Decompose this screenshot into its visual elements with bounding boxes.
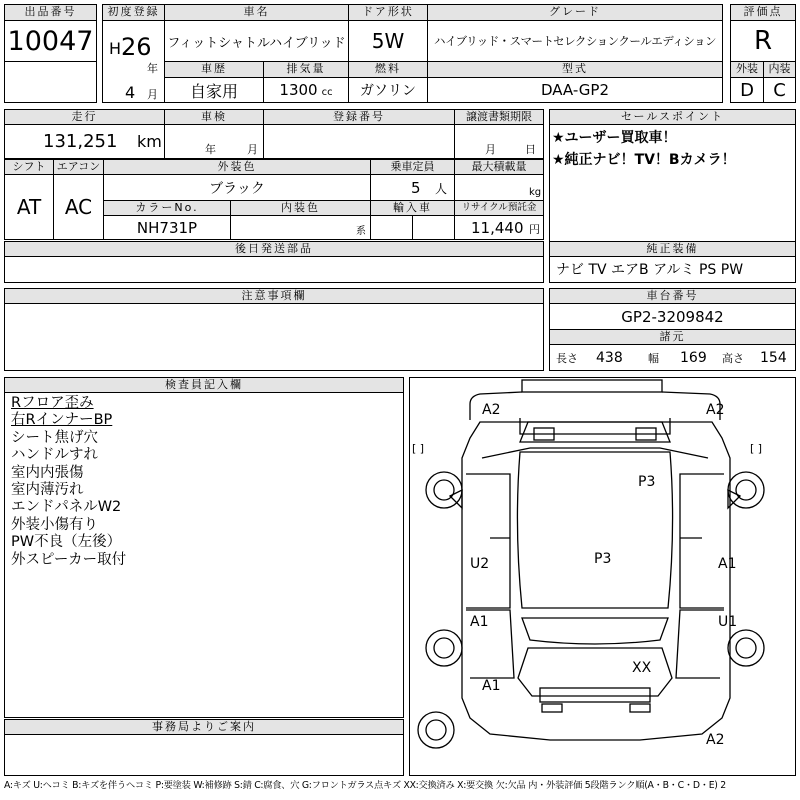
- history-value: 自家用: [189, 81, 238, 101]
- equipment-value: ナビ TV エアB アルミ PS PW: [556, 262, 744, 278]
- chassis-header: 車台番号: [549, 288, 796, 304]
- inspection-month-unit: 月: [247, 143, 258, 156]
- model-header: 車名: [164, 4, 349, 21]
- score-cell: [730, 20, 796, 62]
- fuel-cell: [348, 77, 428, 103]
- interior-color-unit: 系: [356, 226, 366, 237]
- capacity-value: 5: [411, 179, 421, 197]
- mileage-value: 131,251: [43, 131, 118, 152]
- inspection-header: 車検: [164, 109, 264, 125]
- transfer-month-unit: 月: [485, 143, 496, 156]
- height-value: 154: [760, 350, 787, 366]
- inspection-year-unit: 年: [205, 143, 216, 156]
- ac-value: AC: [64, 195, 93, 219]
- notes-cell: [4, 303, 544, 371]
- equipment-header: 純正装備: [549, 241, 796, 257]
- length-value: 438: [596, 350, 623, 366]
- door-header: ドア形状: [348, 4, 428, 21]
- sales-point-line-2: ★純正ナビ！TV！Bカメラ！: [552, 152, 736, 168]
- inspector-cell: [4, 392, 404, 718]
- type-value: DAA-GP2: [540, 81, 610, 99]
- ac-header: エアコン: [53, 159, 104, 175]
- capacity-header: 乗車定員: [370, 159, 455, 175]
- registration-number-header: 登録番号: [263, 109, 455, 125]
- mileage-unit: km: [137, 132, 162, 151]
- shift-value: AT: [16, 195, 42, 219]
- damage-mark: A2: [706, 732, 725, 748]
- model-cell: [164, 20, 349, 62]
- inspector-line: 外装小傷有り: [11, 516, 98, 533]
- notes-header: 注意事項欄: [4, 288, 544, 304]
- score-value: R: [753, 26, 773, 56]
- recycle-value: 11,440: [471, 219, 524, 237]
- inspector-line: PW不良（左後）: [11, 534, 122, 551]
- grade-header: グレード: [427, 4, 723, 21]
- registration-year: 26: [121, 33, 152, 61]
- inspector-line: シート焦げ穴: [11, 429, 98, 446]
- damage-mark: XX: [632, 660, 652, 676]
- inspector-line: 室内内張傷: [11, 464, 84, 481]
- height-label: 高さ: [722, 352, 744, 365]
- inspector-line: ハンドルすれ: [11, 447, 98, 464]
- transfer-deadline-cell: [454, 124, 544, 159]
- damage-diagram: [409, 377, 796, 776]
- month-unit: 月: [147, 88, 158, 101]
- interior-grade-header: 内装: [763, 61, 796, 78]
- inspector-line: 外スピーカー取付: [11, 551, 127, 568]
- damage-mark: P3: [594, 551, 612, 567]
- recycle-cell: [454, 215, 544, 240]
- transfer-day-unit: 日: [525, 143, 536, 156]
- damage-mark: A1: [482, 678, 501, 694]
- shift-cell: [4, 174, 54, 240]
- displacement-unit: cc: [321, 87, 333, 98]
- exterior-grade-header: 外装: [730, 61, 764, 78]
- interior-grade-cell: [763, 77, 796, 103]
- max-load-header: 最大積載量: [454, 159, 544, 175]
- capacity-unit: 人: [435, 182, 448, 196]
- capacity-cell: [370, 174, 455, 201]
- color-number-header: カラーNo.: [103, 200, 231, 216]
- grade-cell: [427, 20, 723, 62]
- mileage-cell: [4, 124, 165, 159]
- displacement-cell: [263, 77, 349, 103]
- sales-points-header: セールスポイント: [549, 109, 796, 125]
- exterior-color-value: ブラック: [209, 180, 265, 197]
- length-label: 長さ: [556, 352, 578, 365]
- max-load-cell: [454, 174, 544, 201]
- grade-value: ハイブリッド・スマートセレクションクールエディション: [433, 34, 717, 48]
- sales-point-line-1: ★ユーザー買取車！: [552, 130, 677, 146]
- displacement-value: 1300: [279, 81, 318, 99]
- registration-month: 4: [125, 83, 136, 102]
- sales-points-cell: [549, 124, 796, 242]
- interior-color-cell: [230, 215, 371, 240]
- mileage-header: 走行: [4, 109, 165, 125]
- recycle-header: リサイクル預託金: [454, 200, 544, 216]
- lot-number-blank: [4, 61, 97, 103]
- type-cell: [427, 77, 723, 103]
- office-header: 事務局よりご案内: [4, 719, 404, 735]
- later-parts-cell: [4, 256, 544, 283]
- chassis-cell: [549, 303, 796, 330]
- equipment-cell: [549, 256, 796, 283]
- chassis-value: GP2-3209842: [621, 307, 724, 326]
- import-header: 輸入車: [370, 200, 455, 216]
- door-cell: [348, 20, 428, 62]
- width-label: 幅: [648, 352, 659, 365]
- color-number-value: NH731P: [136, 218, 198, 237]
- damage-mark: P3: [638, 474, 656, 490]
- import-cell-b: [412, 215, 455, 240]
- first-registration-header: 初度登録: [102, 4, 165, 21]
- registration-number-cell: [263, 124, 455, 159]
- fuel-value: ガソリン: [360, 83, 416, 99]
- door-value: 5W: [371, 29, 405, 53]
- dimensions-cell: [549, 344, 796, 371]
- interior-grade-value: C: [773, 79, 786, 101]
- inspector-lines: [11, 395, 126, 569]
- type-header: 型式: [427, 61, 723, 78]
- interior-color-header: 内装色: [230, 200, 371, 216]
- history-header: 車歴: [164, 61, 264, 78]
- era: H: [109, 39, 122, 58]
- transfer-deadline-header: 譲渡書類期限: [454, 109, 544, 125]
- damage-mark: A2: [706, 402, 725, 418]
- bracket-right: [ ]: [750, 442, 763, 455]
- recycle-unit: 円: [529, 223, 540, 236]
- color-number-cell: [103, 215, 231, 240]
- car-diagram-svg: [410, 378, 796, 776]
- bracket-left: [ ]: [412, 442, 425, 455]
- lot-number-cell: [4, 20, 97, 62]
- damage-mark: A1: [470, 614, 489, 630]
- inspector-line: 右RインナーBP: [11, 412, 113, 429]
- first-registration-cell: [102, 20, 165, 103]
- exterior-color-cell: [103, 174, 371, 201]
- fuel-header: 燃料: [348, 61, 428, 78]
- import-cell-a: [370, 215, 413, 240]
- exterior-grade-cell: [730, 77, 764, 103]
- inspector-line: Rフロア歪み: [11, 395, 94, 411]
- history-cell: [164, 77, 264, 103]
- max-load-unit: kg: [529, 187, 542, 198]
- displacement-header: 排気量: [263, 61, 349, 78]
- exterior-color-header: 外装色: [103, 159, 371, 175]
- damage-mark: U1: [718, 614, 738, 630]
- shift-header: シフト: [4, 159, 54, 175]
- office-cell: [4, 734, 404, 776]
- lot-number-header: 出品番号: [4, 4, 97, 21]
- lot-number: 10047: [7, 25, 94, 57]
- damage-mark: A1: [718, 556, 737, 572]
- width-value: 169: [680, 350, 707, 366]
- inspection-cell: [164, 124, 264, 159]
- damage-mark: A2: [482, 402, 501, 418]
- later-parts-header: 後日発送部品: [4, 241, 544, 257]
- legend: A:キズ U:ヘコミ B:キズを伴うヘコミ P:要塗装 W:補修跡 S:錆 C:腐食、穴 G:フロントガラス点キズ XX:交換済み X:要交換 欠:欠品 内・外装評価 5段階ランク順(A・B・C・D・E) 2: [4, 780, 726, 791]
- dimensions-header: 諸元: [549, 329, 796, 345]
- ac-cell: [53, 174, 104, 240]
- inspector-line: エンドパネルW2: [11, 499, 122, 516]
- score-header: 評価点: [730, 4, 796, 21]
- inspector-header: 検査員記入欄: [4, 377, 404, 393]
- year-unit: 年: [147, 62, 158, 75]
- exterior-grade-value: D: [740, 79, 754, 101]
- damage-mark: U2: [470, 556, 490, 572]
- inspector-line: 室内薄汚れ: [11, 482, 84, 499]
- model-name: フィットシャトルハイブリッド: [167, 35, 346, 51]
